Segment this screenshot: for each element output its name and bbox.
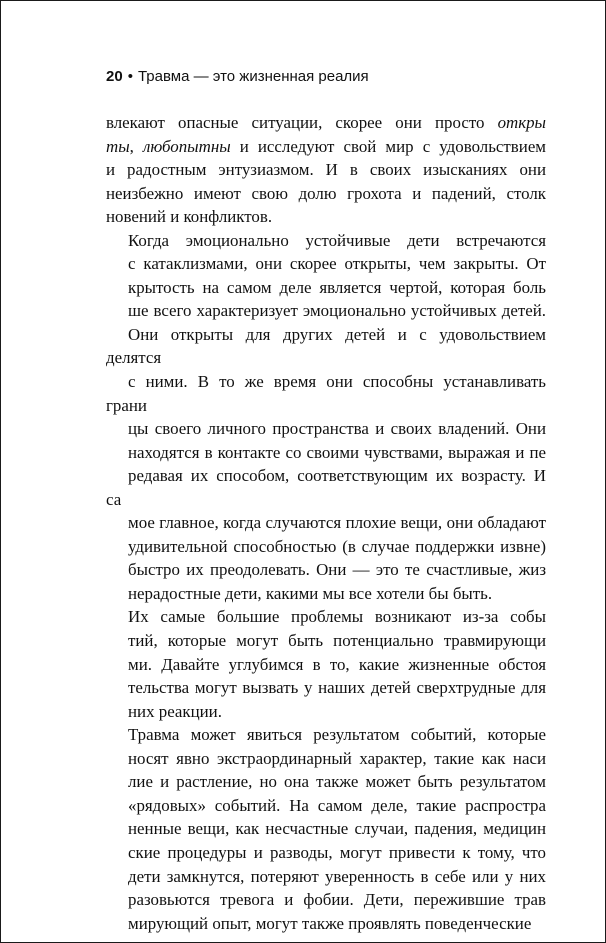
chapter-title: Травма — это жизненная реалия	[137, 68, 369, 85]
text-line: ские процедуры и разводы, могут привести к тому, что	[128, 842, 546, 862]
text-line: Их самые большие проблемы возникают из-за собы	[128, 607, 546, 627]
text-line: ми. Давайте углубимся в то, какие жизненные обстоя	[128, 654, 546, 674]
text-line: дети замкнутся, потеряют уверенность в себе или у них	[128, 866, 546, 886]
text-line: нерадостные дети, какими мы все хотели бы быть.	[128, 583, 493, 603]
text-line: ненные вещи, как несчастные случаи, падения, медицин	[128, 819, 546, 839]
header-separator: •	[127, 68, 133, 85]
text-line: крытость на самом деле является чертой, которая боль	[128, 277, 546, 297]
paragraph	[106, 111, 546, 229]
text-line: Они открыты для других детей и с удовольствием делятся	[106, 324, 546, 368]
text-line: Когда эмоционально устойчивые дети встречаются	[128, 230, 546, 250]
text-line: мое главное, когда случаются плохие вещи, они обладают	[128, 513, 546, 533]
page-number: 20	[106, 68, 123, 85]
text-line: тельства могут вызвать у наших детей сверхтрудные для	[128, 678, 546, 698]
text-line: редавая их способом, соответствующим их возрасту. И са	[106, 466, 546, 509]
text-line: и радостным энтузиазмом. И в своих изысканиях они	[106, 160, 546, 180]
italic-emphasis: откры	[497, 113, 546, 132]
text-line: удивительной способностью (в случае поддержки извне)	[128, 536, 546, 556]
text-line: мирующий опыт, могут также проявлять поведенческие	[128, 913, 532, 933]
text-line: ше всего характеризует эмоционально устойчивых детей.	[128, 301, 546, 321]
paragraph	[106, 605, 546, 723]
text-line: с ними. В то же время они способны устанавливать грани	[106, 372, 546, 415]
paragraph	[106, 723, 546, 935]
text-line: Травма может явиться результатом событий, которые	[128, 725, 546, 745]
italic-emphasis: любопытны	[142, 136, 231, 156]
paragraph	[106, 229, 546, 606]
text-line: разовьются тревога и фобии. Дети, пережившие трав	[128, 890, 546, 910]
text-line: быстро их преодолевать. Они — это те счастливые, жиз	[128, 560, 546, 580]
text-line: ты, любопытны и исследуют свой мир с удовольствием	[106, 136, 547, 156]
text-line: с катаклизмами, они скорее открыты, чем закрыты. От	[128, 254, 546, 274]
text-line: тий, которые могут быть потенциально травмирующи	[128, 631, 546, 651]
italic-emphasis: ты	[106, 136, 130, 156]
text-line: лие и растление, но она также может быть результатом	[128, 772, 546, 792]
text-line: носят явно экстраординарный характер, такие как наси	[128, 748, 546, 768]
text-line: них реакции.	[128, 701, 222, 721]
text-line: неизбежно имеют свою долю грохота и падений, столк	[106, 183, 546, 203]
text-line: «рядовых» событий. На самом деле, такие распростра	[128, 795, 546, 815]
text-line: находятся в контакте со своими чувствами, выражая и пе	[128, 442, 546, 462]
text-line: новений и конфликтов.	[106, 207, 273, 227]
text-line: влекают опасные ситуации, скорее они просто откры	[106, 113, 546, 132]
running-head	[106, 68, 369, 85]
body-text	[106, 111, 546, 935]
text-line: цы своего личного пространства и своих владений. Они	[128, 419, 546, 439]
